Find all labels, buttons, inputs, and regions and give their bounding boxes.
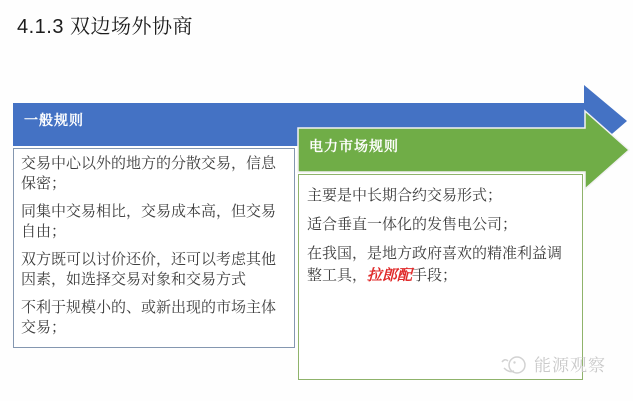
- general-rules-box: [13, 148, 295, 348]
- highlighted-term: 拉郎配: [367, 267, 413, 284]
- rule-item-text: 在我国，是地方政府喜欢的精准利益调整工具，: [307, 245, 563, 284]
- general-rules-banner-label: 一般规则: [24, 112, 84, 128]
- rule-item: 适合垂直一体化的发售电公司；: [307, 216, 518, 233]
- rule-item: 双方既可以讨价还价，还可以考虑其他因素，如选择交易对象和交易方式: [21, 251, 277, 288]
- rule-item: 同集中交易相比，交易成本高，但交易自由；: [21, 203, 277, 240]
- watermark-label: 能源观察: [534, 356, 606, 375]
- rule-item: 交易中心以外的地方的分散交易，信息保密；: [21, 155, 277, 192]
- rule-item-text: 手段；: [412, 267, 458, 284]
- market-rules-box: [298, 174, 583, 380]
- rule-item: 主要是中长期合约交易形式；: [307, 187, 503, 204]
- watermark: [500, 351, 606, 376]
- market-rules-banner-label: 电力市场规则: [309, 138, 399, 154]
- rule-item: 不利于规模小的、或新出现的市场主体交易；: [21, 299, 277, 336]
- page-title: 4.1.3 双边场外协商: [17, 16, 194, 38]
- rule-item: [307, 243, 570, 287]
- energy-observer-logo-icon: [500, 352, 530, 376]
